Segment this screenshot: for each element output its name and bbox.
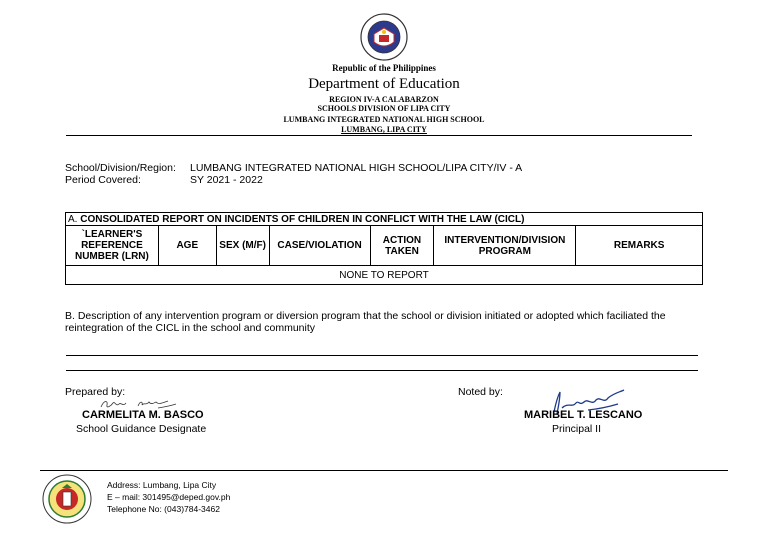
header-divider	[66, 135, 692, 136]
period-covered-value: SY 2021 - 2022	[190, 174, 263, 186]
noted-by-label: Noted by:	[458, 386, 503, 398]
table-header-row	[66, 226, 703, 266]
header-remarks: REMARKS	[576, 226, 703, 266]
none-to-report-cell: NONE TO REPORT	[66, 266, 703, 285]
header-sex: SEX (M/F)	[216, 226, 269, 266]
table-title-row	[66, 213, 703, 226]
footer-telephone: Telephone No: (043)784-3462	[107, 504, 220, 514]
footer-address: Address: Lumbang, Lipa City	[107, 480, 217, 490]
answer-line-1	[66, 355, 698, 356]
table-title-cell	[66, 213, 703, 226]
noted-by-title: Principal II	[552, 423, 602, 435]
prepared-by-title: School Guidance Designate	[76, 423, 207, 435]
answer-line-2	[66, 370, 698, 371]
header-age: AGE	[158, 226, 216, 266]
header-lrn: `LEARNER'S REFERENCE NUMBER (LRN)	[66, 226, 159, 266]
division-line: SCHOOLS DIVISION OF LIPA CITY	[317, 104, 451, 113]
period-covered-label: Period Covered:	[65, 174, 141, 186]
prepared-by-label: Prepared by:	[65, 386, 126, 398]
republic-line: Republic of the Philippines	[332, 63, 436, 73]
cicl-report-table	[65, 212, 703, 285]
city-line: LUMBANG, LIPA CITY	[341, 125, 427, 134]
header-case-violation: CASE/VIOLATION	[269, 226, 370, 266]
footer-email: E – mail: 301495@deped.gov.ph	[107, 492, 231, 502]
prepared-by-name: CARMELITA M. BASCO	[82, 409, 204, 421]
noted-by-name: MARIBEL T. LESCANO	[524, 409, 643, 421]
department-name: Department of Education	[308, 76, 460, 92]
footer-divider	[40, 470, 728, 471]
table-title: CONSOLIDATED REPORT ON INCIDENTS OF CHILDREN IN CONFLICT WITH THE LAW (CICL)	[80, 213, 525, 225]
region-line: REGION IV-A CALABARZON	[329, 95, 439, 104]
deped-seal-icon	[360, 12, 408, 62]
header-intervention-program: INTERVENTION/DIVISION PROGRAM	[434, 226, 576, 266]
school-logo-icon	[42, 474, 92, 524]
header-action-taken: ACTION TAKEN	[370, 226, 434, 266]
school-division-region-label: School/Division/Region:	[65, 162, 176, 174]
school-division-region-value: LUMBANG INTEGRATED NATIONAL HIGH SCHOOL/LIPA CITY/IV - A	[190, 162, 523, 174]
section-a-mark: A.	[68, 213, 78, 225]
school-line: LUMBANG INTEGRATED NATIONAL HIGH SCHOOL	[283, 115, 485, 124]
table-row	[66, 266, 703, 285]
section-b-description: B. Description of any intervention program or diversion program that the school or division initiated or adopted which faciliated the reintegration of the CICL in the school and community	[65, 310, 666, 334]
